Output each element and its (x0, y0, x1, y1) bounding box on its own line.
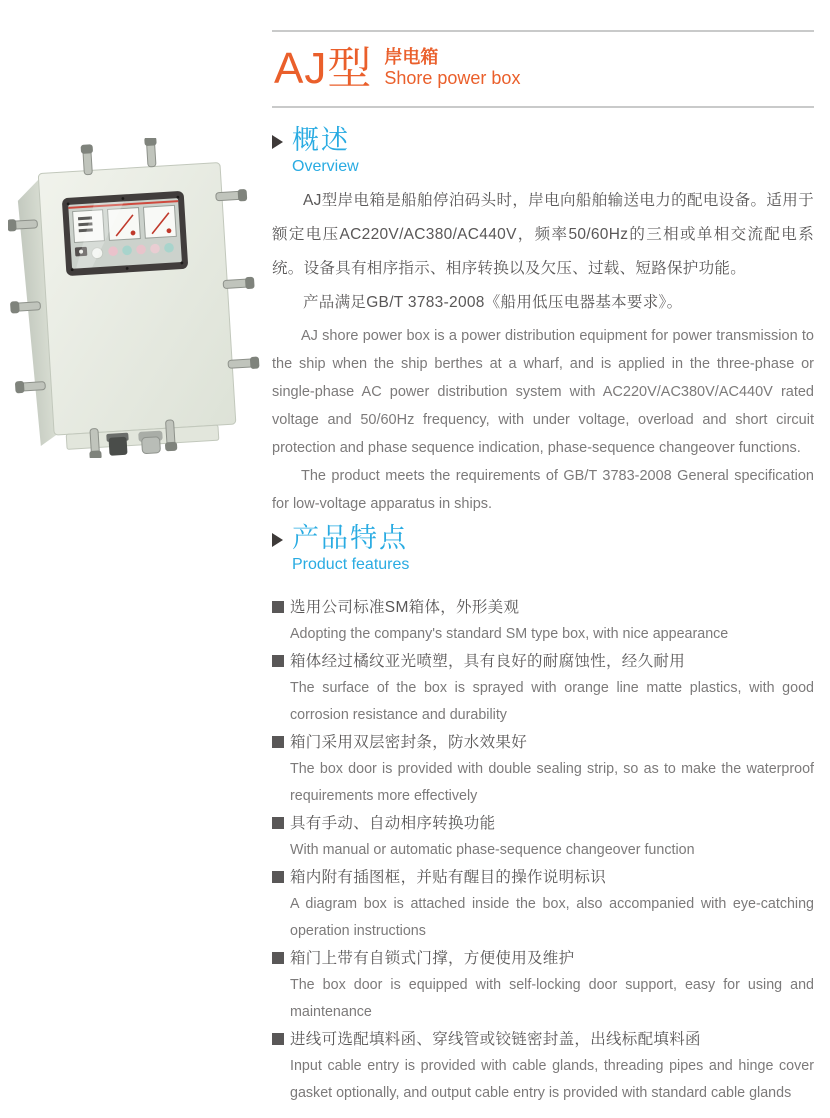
feature-title-zh (272, 1026, 814, 1053)
feature-desc-en: Input cable entry is provided with cable glands, threading pipes and hinge cover gasket optionally, and output cable entry is provided with standard cable glands (290, 1058, 814, 1101)
product-model: AJ型 (274, 44, 373, 93)
features-header (272, 522, 814, 574)
feature-title-text: 箱体经过橘纹亚光喷塑，具有良好的耐腐蚀性，经久耐用 (290, 653, 686, 670)
overview-paragraphs-en (272, 322, 814, 518)
feature-title-text: 箱内附有插图框，并贴有醒目的操作说明标识 (290, 869, 607, 886)
features-list (272, 594, 814, 1107)
product-subtitle (384, 47, 520, 92)
feature-title-text: 具有手动、自动相序转换功能 (290, 815, 496, 832)
features-heading-en: Product features (292, 556, 410, 573)
feature-item (272, 648, 814, 729)
square-bullet-icon (272, 1033, 284, 1045)
overview-paragraph-en: The product meets the requirements of GB/T 3783-2008 General specification for low-voltage apparatus in ships. (272, 468, 814, 512)
feature-title-text: 进线可选配填料函、穿线管或铰链密封盖，出线标配填料函 (290, 1031, 701, 1048)
product-name-en: Shore power box (384, 68, 521, 88)
square-bullet-icon (272, 817, 284, 829)
feature-item (272, 945, 814, 1026)
feature-desc-en: With manual or automatic phase-sequence changeover function (290, 842, 695, 858)
overview-heading-en: Overview (292, 158, 359, 175)
top-divider (272, 30, 814, 32)
feature-desc-en: The box door is provided with double sealing strip, so as to make the waterproof requirements more effectively (290, 761, 814, 804)
feature-desc-en: The box door is equipped with self-locking door support, easy for using and maintenance (290, 977, 814, 1020)
product-photo (8, 138, 260, 458)
feature-title-zh (272, 810, 814, 837)
feature-desc-en: A diagram box is attached inside the box, also accompanied with eye-catching operation instructions (290, 896, 814, 939)
product-name-zh: 岸电箱 (384, 47, 439, 67)
shore-power-box-image (8, 138, 260, 458)
feature-title-zh (272, 594, 814, 621)
feature-title-text: 箱门采用双层密封条，防水效果好 (290, 734, 528, 751)
feature-title-zh (272, 729, 814, 756)
section-marker-icon (272, 135, 283, 149)
feature-desc-en: Adopting the company's standard SM type box, with nice appearance (290, 626, 729, 642)
feature-item (272, 810, 814, 864)
feature-item (272, 594, 814, 648)
feature-desc-en: The surface of the box is sprayed with orange line matte plastics, with good corrosion resistance and durability (290, 680, 814, 723)
feature-item (272, 729, 814, 810)
feature-title-text: 箱门上带有自锁式门撑，方便使用及维护 (290, 950, 575, 967)
title-divider (272, 106, 814, 108)
feature-title-zh (272, 945, 814, 972)
square-bullet-icon (272, 871, 284, 883)
feature-item (272, 1026, 814, 1107)
overview-header (272, 124, 814, 176)
features-heading-zh: 产品特点 (292, 523, 408, 553)
overview-paragraph-en: AJ shore power box is a power distribution equipment for power transmission to the ship when the ship berthes at a wharf, and is applied in the three-phase or single-phase AC power distribution system with AC220V/AC380V/AC440V rated voltage and 50/60Hz frequency, with under voltage, overload and short circuit protection and phase sequence indication, phase-sequence changeover functions. (272, 328, 814, 456)
meter-panel (62, 191, 189, 276)
overview-heading-zh: 概述 (292, 125, 350, 155)
square-bullet-icon (272, 655, 284, 667)
overview-paragraphs-zh (272, 184, 814, 320)
overview-paragraph-zh: 产品满足GB/T 3783-2008《船用低压电器基本要求》。 (303, 294, 683, 311)
square-bullet-icon (272, 601, 284, 613)
square-bullet-icon (272, 736, 284, 748)
overview-section (272, 124, 814, 518)
product-title (274, 46, 520, 92)
feature-title-text: 选用公司标准SM箱体，外形美观 (290, 599, 520, 616)
feature-title-zh (272, 864, 814, 891)
feature-title-zh (272, 648, 814, 675)
square-bullet-icon (272, 952, 284, 964)
section-marker-icon (272, 533, 283, 547)
feature-item (272, 864, 814, 945)
overview-paragraph-zh: AJ型岸电箱是船舶停泊码头时，岸电向船舶输送电力的配电设备。适用于额定电压AC220V/AC380/AC440V，频率50/60Hz的三相或单相交流配电系统。设备具有相序指示、相序转换以及欠压、过载、短路保护功能。 (272, 192, 814, 277)
features-section (272, 522, 814, 1107)
